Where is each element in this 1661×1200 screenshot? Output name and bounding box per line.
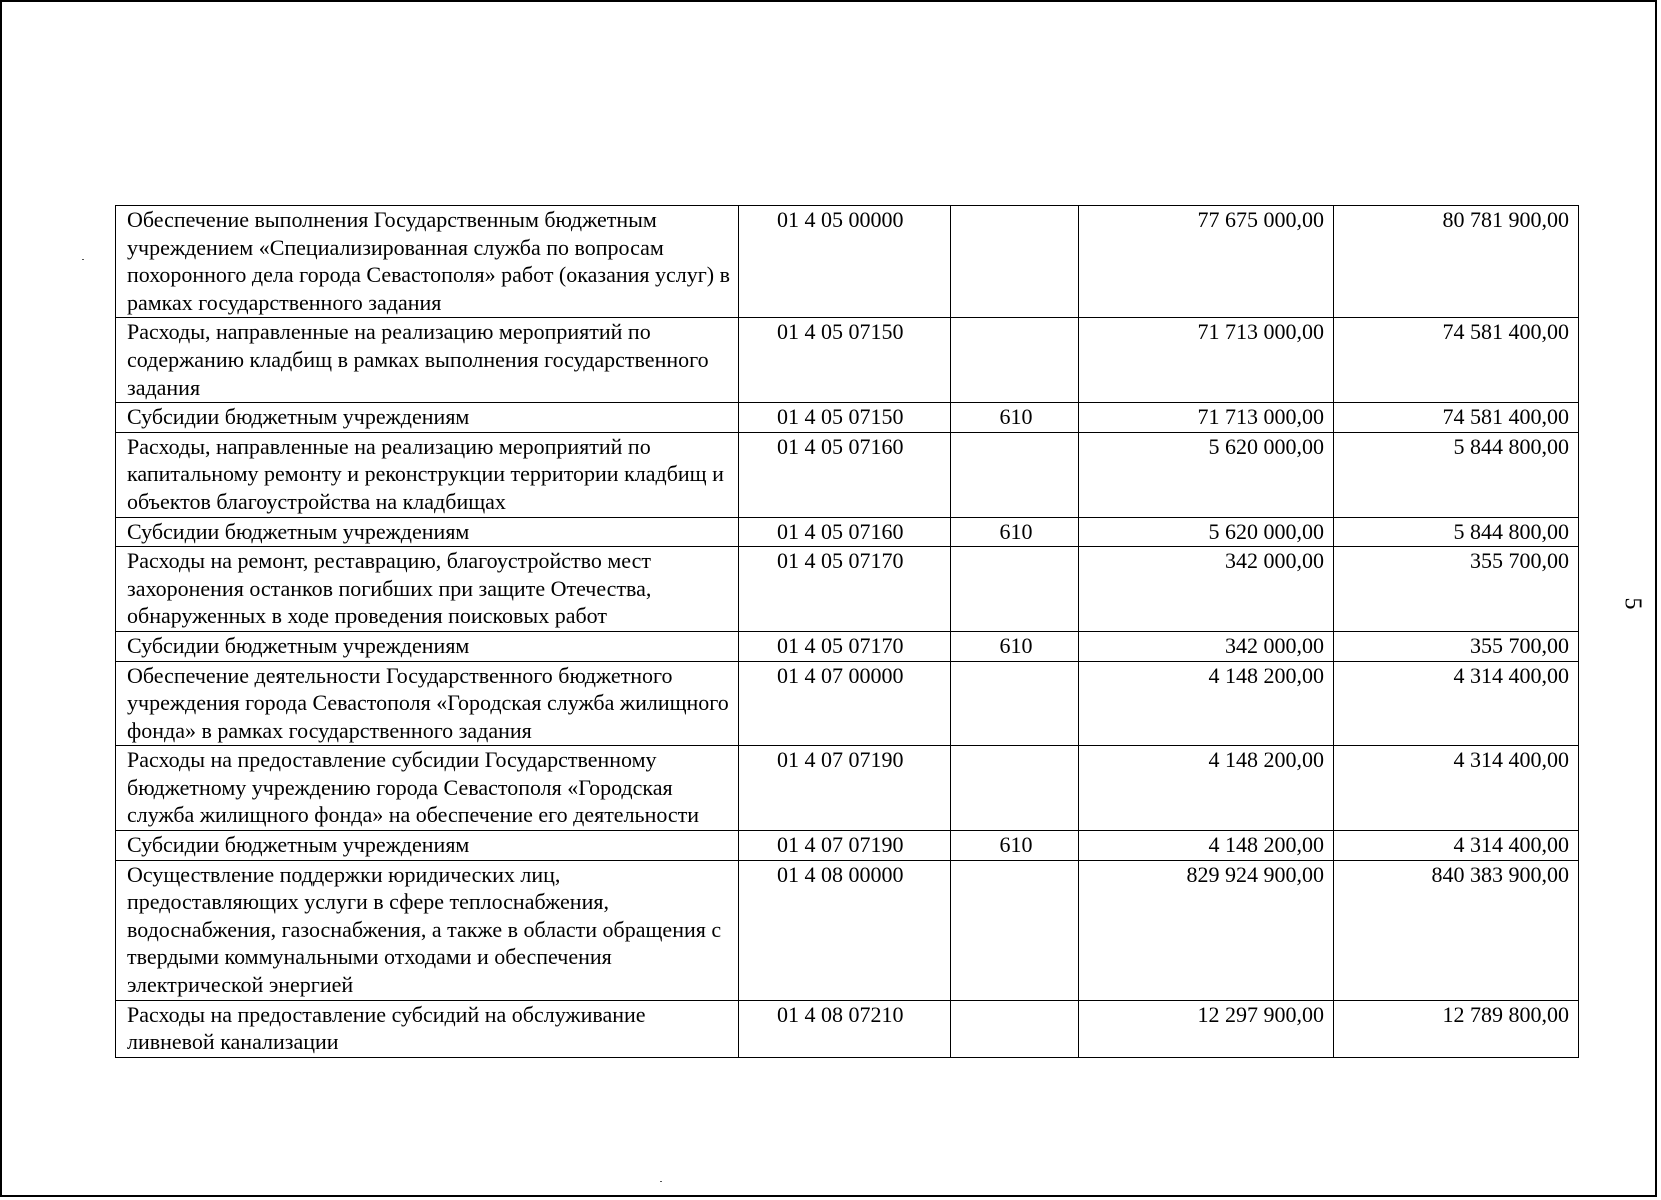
- row-csr-code: 01 4 05 07150: [739, 403, 951, 433]
- row-expense-type: [951, 432, 1079, 517]
- row-csr-code: 01 4 05 07160: [739, 517, 951, 547]
- row-sum-year-2: 74 581 400,00: [1334, 318, 1579, 403]
- row-csr-code: 01 4 05 07150: [739, 318, 951, 403]
- row-sum-year-1: 5 620 000,00: [1079, 517, 1334, 547]
- row-name: Расходы на предоставление субсидий на обслуживание ливневой канализации: [116, 1000, 739, 1057]
- table-row: [116, 860, 1579, 1000]
- row-sum-year-2: 80 781 900,00: [1334, 206, 1579, 318]
- row-sum-year-1: 4 148 200,00: [1079, 661, 1334, 746]
- table-row: [116, 1000, 1579, 1057]
- row-expense-type: [951, 661, 1079, 746]
- row-expense-type: 610: [951, 403, 1079, 433]
- row-expense-type: 610: [951, 831, 1079, 861]
- row-expense-type: [951, 547, 1079, 632]
- row-name: Субсидии бюджетным учреждениям: [116, 517, 739, 547]
- row-csr-code: 01 4 05 07160: [739, 432, 951, 517]
- row-csr-code: 01 4 08 00000: [739, 860, 951, 1000]
- row-name: Субсидии бюджетным учреждениям: [116, 831, 739, 861]
- row-sum-year-1: 342 000,00: [1079, 631, 1334, 661]
- row-name: Субсидии бюджетным учреждениям: [116, 403, 739, 433]
- row-name: Осуществление поддержки юридических лиц, предоставляющих услуги в сфере теплоснабжения, водоснабжения, газоснабжения, а также в области обращения с твердыми коммунальными отходами и обеспечения электрической энергией: [116, 860, 739, 1000]
- row-sum-year-1: 12 297 900,00: [1079, 1000, 1334, 1057]
- row-sum-year-2: 74 581 400,00: [1334, 403, 1579, 433]
- row-sum-year-2: 4 314 400,00: [1334, 661, 1579, 746]
- row-csr-code: 01 4 07 00000: [739, 661, 951, 746]
- row-csr-code: 01 4 05 07170: [739, 631, 951, 661]
- row-sum-year-2: 4 314 400,00: [1334, 831, 1579, 861]
- table-row: [116, 631, 1579, 661]
- row-sum-year-1: 71 713 000,00: [1079, 318, 1334, 403]
- row-expense-type: 610: [951, 517, 1079, 547]
- page-number: 5: [1619, 597, 1646, 610]
- table-row: [116, 547, 1579, 632]
- row-csr-code: 01 4 05 07170: [739, 547, 951, 632]
- row-sum-year-2: 355 700,00: [1334, 547, 1579, 632]
- row-sum-year-1: 342 000,00: [1079, 547, 1334, 632]
- table-row: [116, 432, 1579, 517]
- row-expense-type: [951, 318, 1079, 403]
- row-name: Расходы на предоставление субсидии Государственному бюджетному учреждению города Севастополя «Городская служба жилищного фонда» на обеспечение его деятельности: [116, 746, 739, 831]
- row-name: Субсидии бюджетным учреждениям: [116, 631, 739, 661]
- row-sum-year-2: 355 700,00: [1334, 631, 1579, 661]
- table-row: [116, 831, 1579, 861]
- row-expense-type: 610: [951, 631, 1079, 661]
- row-expense-type: [951, 860, 1079, 1000]
- row-csr-code: 01 4 05 00000: [739, 206, 951, 318]
- budget-table: [115, 205, 1579, 1058]
- scan-speck: [82, 259, 84, 260]
- row-sum-year-1: 4 148 200,00: [1079, 831, 1334, 861]
- row-sum-year-1: 71 713 000,00: [1079, 403, 1334, 433]
- row-sum-year-2: 5 844 800,00: [1334, 432, 1579, 517]
- row-csr-code: 01 4 07 07190: [739, 746, 951, 831]
- row-name: Расходы, направленные на реализацию мероприятий по капитальному ремонту и реконструкции территории кладбищ и объектов благоустройства на кладбищах: [116, 432, 739, 517]
- row-sum-year-1: 5 620 000,00: [1079, 432, 1334, 517]
- row-sum-year-1: 4 148 200,00: [1079, 746, 1334, 831]
- row-sum-year-2: 4 314 400,00: [1334, 746, 1579, 831]
- row-name: Расходы, направленные на реализацию мероприятий по содержанию кладбищ в рамках выполнения государственного задания: [116, 318, 739, 403]
- row-sum-year-2: 840 383 900,00: [1334, 860, 1579, 1000]
- table-row: [116, 318, 1579, 403]
- row-name: Обеспечение деятельности Государственного бюджетного учреждения города Севастополя «Городская служба жилищного фонда» в рамках государственного задания: [116, 661, 739, 746]
- row-sum-year-1: 829 924 900,00: [1079, 860, 1334, 1000]
- row-expense-type: [951, 1000, 1079, 1057]
- row-sum-year-1: 77 675 000,00: [1079, 206, 1334, 318]
- row-sum-year-2: 12 789 800,00: [1334, 1000, 1579, 1057]
- scan-speck: [660, 1181, 662, 1182]
- table-row: [116, 403, 1579, 433]
- row-expense-type: [951, 746, 1079, 831]
- row-name: Обеспечение выполнения Государственным бюджетным учреждением «Специализированная служба по вопросам похоронного дела города Севастополя» работ (оказания услуг) в рамках государственного задания: [116, 206, 739, 318]
- table-row: [116, 746, 1579, 831]
- table-row: [116, 517, 1579, 547]
- table-row: [116, 206, 1579, 318]
- row-csr-code: 01 4 07 07190: [739, 831, 951, 861]
- row-expense-type: [951, 206, 1079, 318]
- table-row: [116, 661, 1579, 746]
- row-name: Расходы на ремонт, реставрацию, благоустройство мест захоронения останков погибших при защите Отечества, обнаруженных в ходе проведения поисковых работ: [116, 547, 739, 632]
- row-csr-code: 01 4 08 07210: [739, 1000, 951, 1057]
- row-sum-year-2: 5 844 800,00: [1334, 517, 1579, 547]
